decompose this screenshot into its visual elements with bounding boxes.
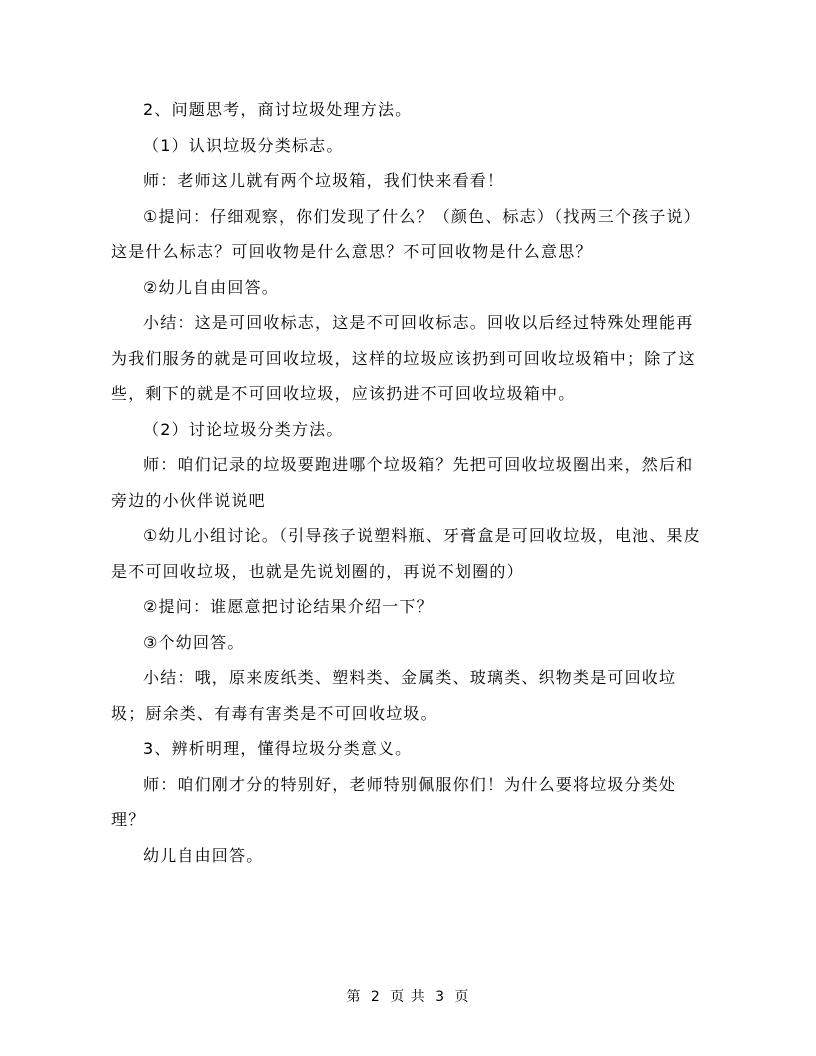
page-footer (0, 986, 816, 1006)
paragraph-group-discussion: ①幼儿小组讨论。（引导孩子说塑料瓶、牙膏盒是可回收垃圾，电池、果皮是不可回收垃圾，也就是先说划圈的，再说不划圈的） (111, 526, 701, 581)
paragraph-children-answer-1: ②幼儿自由回答。 (143, 277, 279, 297)
footer-prefix: 第 (346, 989, 362, 1005)
paragraph-question-1: ①提问：仔细观察，你们发现了什么？（颜色、标志）（找两三个孩子说）这是什么标志？可回收物是什么意思？不可回收物是什么意思？ (111, 206, 701, 261)
paragraph-summary-1: 小结：这是可回收标志，这是不可回收标志。回收以后经过特殊处理能再为我们服务的就是可回收垃圾，这样的垃圾应该扔到可回收垃圾箱中；除了这些，剩下的就是不可回收垃圾，应该扔进不可回收垃圾箱中。 (111, 313, 696, 403)
paragraph-question-2: ②提问：谁愿意把讨论结果介绍一下？ (143, 597, 434, 616)
paragraph-children-answer-2: 幼儿自由回答。 (143, 845, 264, 865)
paragraph-teacher-prompt: 师：咱们记录的垃圾要跑进哪个垃圾箱？先把可回收垃圾圈出来，然后和旁边的小伙伴说说吧 (111, 455, 694, 510)
paragraph-individual-answer: ③个幼回答。 (143, 632, 245, 652)
document-body (111, 92, 701, 873)
paragraph-section-2-heading: 2、问题思考，商讨垃圾处理方法。 (143, 100, 413, 119)
footer-middle: 页 共 (390, 989, 426, 1005)
paragraph-summary-2: 小结：哦，原来废纸类、塑料类、金属类、玻璃类、织物类是可回收垃圾；厨余类、有毒有害类是不可回收垃圾。 (111, 668, 677, 723)
footer-current-page: 2 (370, 989, 381, 1005)
paragraph-subsection-2-heading: （2）讨论垃圾分类方法。 (143, 419, 344, 439)
paragraph-teacher-question: 师：咱们刚才分的特别好，老师特别佩服你们！为什么要将垃圾分类处理？ (111, 774, 677, 829)
footer-total-pages: 3 (435, 989, 446, 1005)
paragraph-subsection-1-heading: （1）认识垃圾分类标志。 (143, 135, 344, 155)
paragraph-teacher-intro: 师：老师这儿就有两个垃圾箱，我们快来看看！ (143, 171, 505, 190)
paragraph-section-3-heading: 3、辨析明理，懂得垃圾分类意义。 (143, 739, 413, 758)
footer-suffix: 页 (454, 989, 470, 1005)
